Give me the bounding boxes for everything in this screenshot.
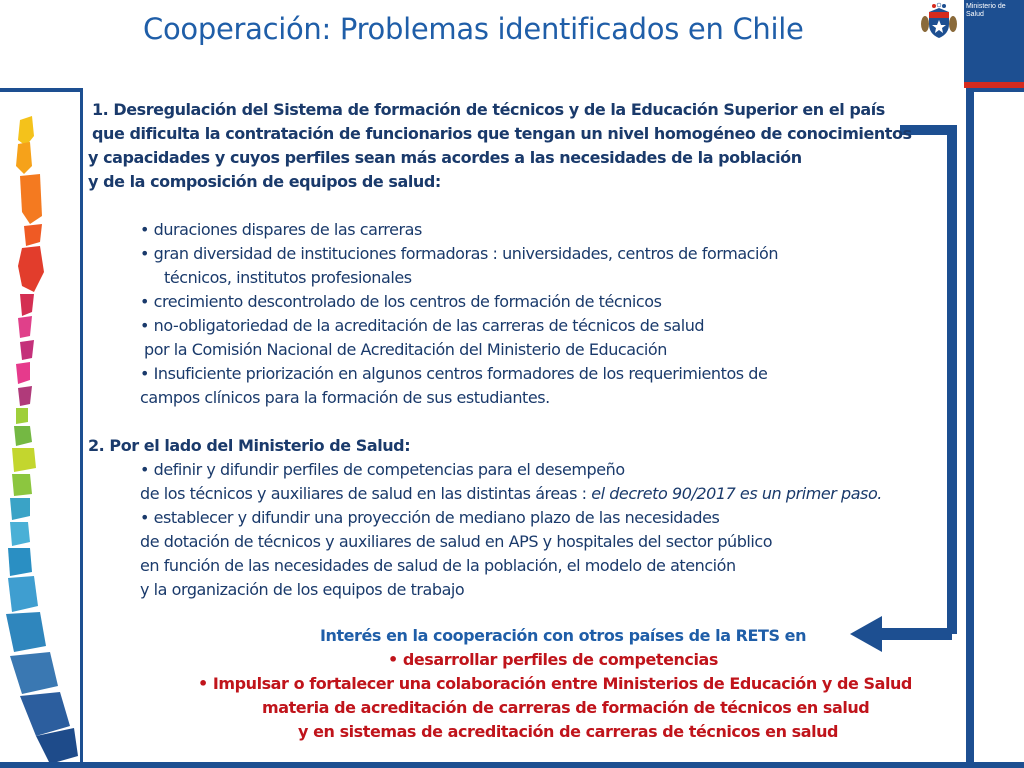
bullet-prioritization: • Insuficiente priorización en algunos centros formadores de los requerimientos de xyxy=(140,364,768,383)
chile-map-illustration xyxy=(0,96,80,768)
logo-blue-band-lower xyxy=(964,30,1024,82)
bullet-accreditation-cont: por la Comisión Nacional de Acreditación del Ministerio de Educación xyxy=(144,340,667,359)
footer-bar xyxy=(0,762,1024,768)
interest-heading: Interés en la cooperación con otros países de la RETS en xyxy=(320,626,807,645)
section1-line-1: 1. Desregulación del Sistema de formación de técnicos y de la Educación Superior en el país xyxy=(92,100,885,119)
section1-line-2: que dificulta la contratación de funcionarios que tengan un nivel homogéneo de conocimientos xyxy=(92,124,912,143)
interest-bullet-profiles: • desarrollar perfiles de competencias xyxy=(388,650,718,669)
bullet-accreditation: • no-obligatoriedad de la acreditación de las carreras de técnicos de salud xyxy=(140,316,705,335)
section1-line-3: y capacidades y cuyos perfiles sean más acordes a las necesidades de la población xyxy=(88,148,802,167)
page-title: Cooperación: Problemas identificados en Chile xyxy=(143,12,804,46)
section2-heading: 2. Por el lado del Ministerio de Salud: xyxy=(88,436,411,455)
section2-projection-line-4: y la organización de los equipos de trabajo xyxy=(140,580,465,599)
section2-profiles-text: de los técnicos y auxiliares de salud en las distintas áreas : xyxy=(140,484,592,503)
section1-line-4: y de la composición de equipos de salud: xyxy=(88,172,441,191)
section2-bullet-profiles: • definir y difundir perfiles de competencias para el desempeño xyxy=(140,460,625,479)
bullet-diversity: • gran diversidad de instituciones formadoras : universidades, centros de formación xyxy=(140,244,779,263)
section2-bullet-projection: • establecer y difundir una proyección de mediano plazo de las necesidades xyxy=(140,508,720,527)
interest-line-accreditation: materia de acreditación de carreras de formación de técnicos en salud xyxy=(262,698,870,717)
coat-of-arms-icon xyxy=(920,2,958,42)
section2-projection-line-3: en función de las necesidades de salud de la población, el modelo de atención xyxy=(140,556,736,575)
section2-projection-line-2: de dotación de técnicos y auxiliares de salud en APS y hospitales del sector público xyxy=(140,532,773,551)
bullet-prioritization-cont: campos clínicos para la formación de sus estudiantes. xyxy=(140,388,550,407)
bracket-arrow-icon xyxy=(840,122,970,662)
bullet-durations: • duraciones dispares de las carreras xyxy=(140,220,422,239)
bullet-growth: • crecimiento descontrolado de los centros de formación de técnicos xyxy=(140,292,662,311)
ministry-label: Ministerio de Salud xyxy=(966,3,1006,18)
interest-line-systems: y en sistemas de acreditación de carreras de técnicos en salud xyxy=(298,722,839,741)
interest-bullet-collaboration: • Impulsar o fortalecer una colaboración entre Ministerios de Educación y de Salud xyxy=(198,674,912,693)
section2-profiles-cont xyxy=(140,484,882,504)
ministry-logo xyxy=(916,0,1024,88)
bullet-diversity-cont: técnicos, institutos profesionales xyxy=(164,268,412,287)
decree-note: el decreto 90/2017 es un primer paso. xyxy=(591,484,882,503)
